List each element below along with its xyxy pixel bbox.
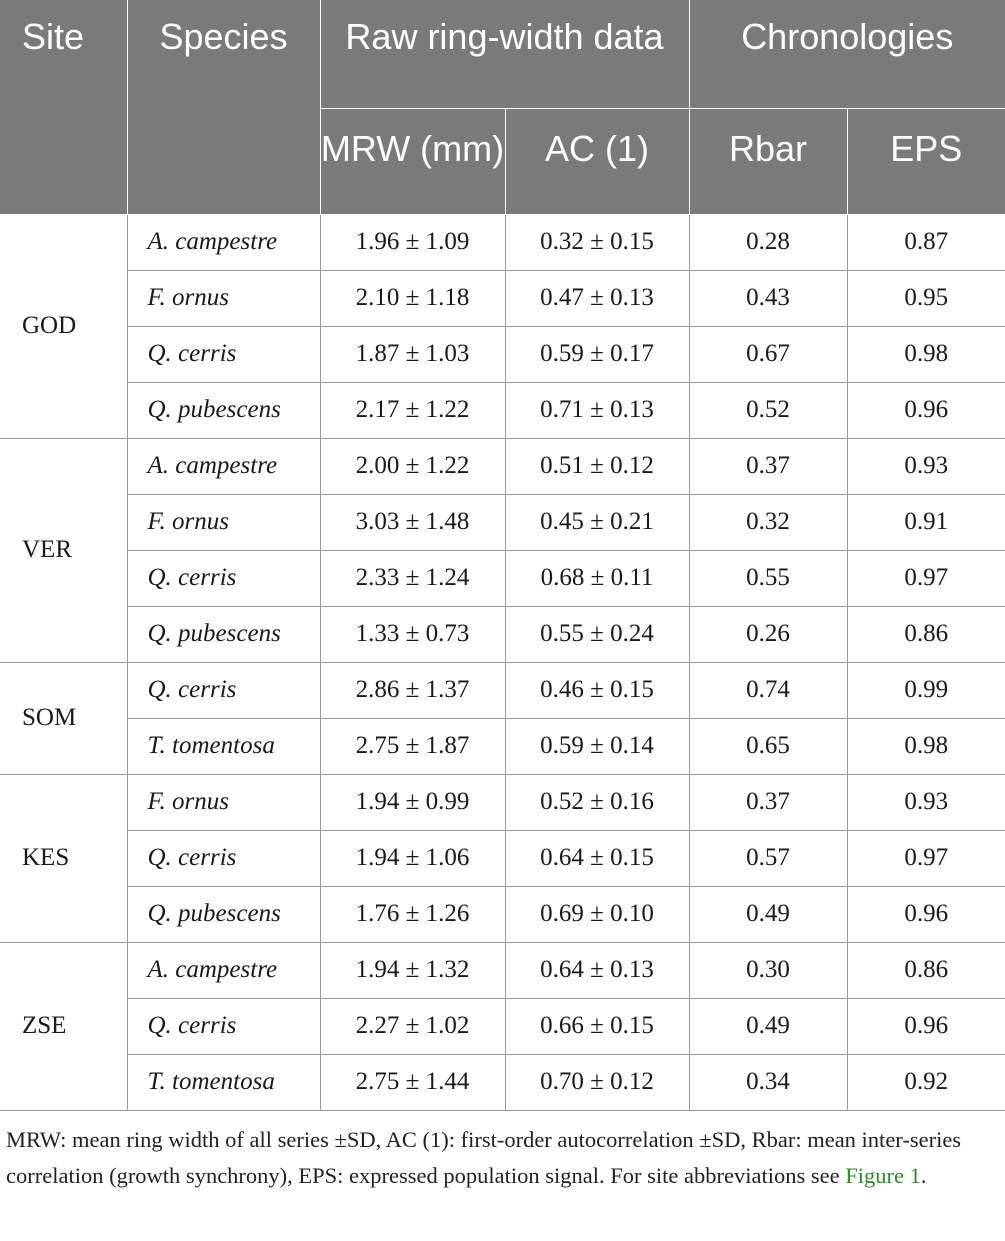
species-cell: Q. pubescens	[127, 886, 320, 942]
species-cell: Q. cerris	[127, 998, 320, 1054]
ac-cell: 0.55 ± 0.24	[505, 606, 689, 662]
table-row	[0, 886, 1005, 942]
table-row	[0, 718, 1005, 774]
mrw-cell: 1.76 ± 1.26	[320, 886, 505, 942]
species-cell: T. tomentosa	[127, 718, 320, 774]
rbar-cell: 0.52	[689, 382, 847, 438]
eps-cell: 0.97	[847, 550, 1005, 606]
rbar-cell: 0.49	[689, 886, 847, 942]
site-cell: ZSE	[0, 942, 127, 1110]
rbar-cell: 0.37	[689, 774, 847, 830]
site-cell: VER	[0, 438, 127, 662]
table-row	[0, 270, 1005, 326]
eps-cell: 0.92	[847, 1054, 1005, 1110]
mrw-cell: 2.17 ± 1.22	[320, 382, 505, 438]
mrw-cell: 1.96 ± 1.09	[320, 214, 505, 270]
figure-link[interactable]: Figure 1	[845, 1163, 921, 1188]
rbar-cell: 0.37	[689, 438, 847, 494]
mrw-cell: 1.94 ± 1.32	[320, 942, 505, 998]
header-eps: EPS	[847, 108, 1005, 214]
mrw-cell: 1.33 ± 0.73	[320, 606, 505, 662]
eps-cell: 0.96	[847, 886, 1005, 942]
eps-cell: 0.86	[847, 942, 1005, 998]
ac-cell: 0.71 ± 0.13	[505, 382, 689, 438]
mrw-cell: 2.27 ± 1.02	[320, 998, 505, 1054]
footnote-text: MRW: mean ring width of all series ±SD, AC (1): first-order autocorrelation ±SD, Rbar: mean inter-series correlation (growth synchrony), EPS: expressed population signal. For site abbreviations see	[6, 1127, 962, 1188]
ac-cell: 0.32 ± 0.15	[505, 214, 689, 270]
mrw-cell: 3.03 ± 1.48	[320, 494, 505, 550]
species-cell: F. ornus	[127, 270, 320, 326]
ac-cell: 0.64 ± 0.13	[505, 942, 689, 998]
header-raw-group: Raw ring-width data	[320, 0, 689, 108]
ac-cell: 0.70 ± 0.12	[505, 1054, 689, 1110]
ac-cell: 0.47 ± 0.13	[505, 270, 689, 326]
table-row	[0, 382, 1005, 438]
table-row	[0, 662, 1005, 718]
eps-cell: 0.98	[847, 326, 1005, 382]
rbar-cell: 0.32	[689, 494, 847, 550]
eps-cell: 0.96	[847, 382, 1005, 438]
table-row	[0, 998, 1005, 1054]
table-row	[0, 326, 1005, 382]
header-mrw: MRW (mm)	[320, 108, 505, 214]
ac-cell: 0.52 ± 0.16	[505, 774, 689, 830]
ac-cell: 0.46 ± 0.15	[505, 662, 689, 718]
footnote-end: .	[920, 1163, 927, 1188]
table-footnote	[6, 1122, 1002, 1194]
mrw-cell: 1.94 ± 1.06	[320, 830, 505, 886]
species-cell: Q. cerris	[127, 830, 320, 886]
mrw-cell: 2.33 ± 1.24	[320, 550, 505, 606]
rbar-cell: 0.26	[689, 606, 847, 662]
rbar-cell: 0.43	[689, 270, 847, 326]
species-cell: Q. cerris	[127, 662, 320, 718]
eps-cell: 0.93	[847, 438, 1005, 494]
species-cell: Q. cerris	[127, 326, 320, 382]
mrw-cell: 2.86 ± 1.37	[320, 662, 505, 718]
table-row	[0, 942, 1005, 998]
table-row	[0, 1054, 1005, 1110]
header-site: Site	[0, 0, 127, 214]
ac-cell: 0.59 ± 0.17	[505, 326, 689, 382]
eps-cell: 0.87	[847, 214, 1005, 270]
mrw-cell: 2.00 ± 1.22	[320, 438, 505, 494]
ac-cell: 0.64 ± 0.15	[505, 830, 689, 886]
table-header	[0, 0, 1005, 214]
mrw-cell: 2.75 ± 1.44	[320, 1054, 505, 1110]
eps-cell: 0.86	[847, 606, 1005, 662]
species-cell: T. tomentosa	[127, 1054, 320, 1110]
rbar-cell: 0.28	[689, 214, 847, 270]
table-row	[0, 606, 1005, 662]
eps-cell: 0.99	[847, 662, 1005, 718]
ac-cell: 0.59 ± 0.14	[505, 718, 689, 774]
header-rbar: Rbar	[689, 108, 847, 214]
header-chronologies-group: Chronologies	[689, 0, 1005, 108]
eps-cell: 0.95	[847, 270, 1005, 326]
rbar-cell: 0.30	[689, 942, 847, 998]
site-cell: SOM	[0, 662, 127, 774]
species-cell: A. campestre	[127, 942, 320, 998]
species-cell: A. campestre	[127, 438, 320, 494]
eps-cell: 0.97	[847, 830, 1005, 886]
site-cell: GOD	[0, 214, 127, 438]
table-body	[0, 214, 1005, 1110]
rbar-cell: 0.74	[689, 662, 847, 718]
ac-cell: 0.68 ± 0.11	[505, 550, 689, 606]
mrw-cell: 1.87 ± 1.03	[320, 326, 505, 382]
eps-cell: 0.98	[847, 718, 1005, 774]
ac-cell: 0.51 ± 0.12	[505, 438, 689, 494]
table-row	[0, 774, 1005, 830]
mrw-cell: 2.10 ± 1.18	[320, 270, 505, 326]
site-cell: KES	[0, 774, 127, 942]
rbar-cell: 0.67	[689, 326, 847, 382]
species-cell: Q. cerris	[127, 550, 320, 606]
header-ac: AC (1)	[505, 108, 689, 214]
ac-cell: 0.69 ± 0.10	[505, 886, 689, 942]
eps-cell: 0.91	[847, 494, 1005, 550]
species-cell: Q. pubescens	[127, 606, 320, 662]
table-row	[0, 214, 1005, 270]
eps-cell: 0.96	[847, 998, 1005, 1054]
table-row	[0, 438, 1005, 494]
rbar-cell: 0.65	[689, 718, 847, 774]
rbar-cell: 0.57	[689, 830, 847, 886]
ac-cell: 0.66 ± 0.15	[505, 998, 689, 1054]
table-row	[0, 830, 1005, 886]
species-cell: Q. pubescens	[127, 382, 320, 438]
table-row	[0, 494, 1005, 550]
eps-cell: 0.93	[847, 774, 1005, 830]
species-cell: F. ornus	[127, 494, 320, 550]
table-row	[0, 550, 1005, 606]
rbar-cell: 0.34	[689, 1054, 847, 1110]
rbar-cell: 0.55	[689, 550, 847, 606]
mrw-cell: 1.94 ± 0.99	[320, 774, 505, 830]
species-cell: A. campestre	[127, 214, 320, 270]
mrw-cell: 2.75 ± 1.87	[320, 718, 505, 774]
species-cell: F. ornus	[127, 774, 320, 830]
rbar-cell: 0.49	[689, 998, 847, 1054]
header-species: Species	[127, 0, 320, 214]
ac-cell: 0.45 ± 0.21	[505, 494, 689, 550]
